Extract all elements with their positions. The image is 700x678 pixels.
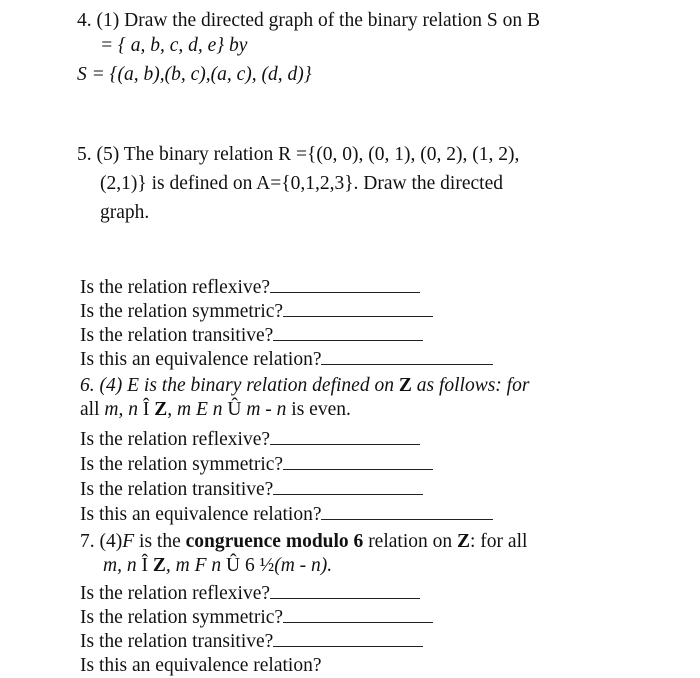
q4-line-2 <box>100 34 247 58</box>
q4-line-3 <box>77 63 312 87</box>
q5-symmetric-question: Is the relation symmetric? <box>80 300 433 324</box>
q4-set-b: = { a, b, c, d, e} by <box>100 35 248 56</box>
q5-transitive-question: Is the relation transitive? <box>80 324 423 348</box>
answer-blank[interactable] <box>273 630 423 647</box>
answer-blank[interactable] <box>270 276 420 293</box>
answer-blank[interactable] <box>273 324 423 341</box>
q4-relation-s: S = {(a, b),(b, c),(a, c), (d, d)} <box>77 64 312 85</box>
q6-line-1: 6. (4) E is the binary relation defined on Z as follows: for <box>80 375 530 396</box>
q7-equivalence-question: Is this an equivalence relation? <box>80 655 322 676</box>
answer-blank[interactable] <box>321 348 493 365</box>
q6-symmetric-question: Is the relation symmetric? <box>80 453 433 477</box>
q5-line-1: 5. (5) The binary relation R ={(0, 0), (0, 1), (0, 2), (1, 2), <box>77 144 520 165</box>
q6-line-2: all m, n Î Z, m E n Û m - n is even. <box>80 399 351 420</box>
q5-line-3: graph. <box>100 202 150 223</box>
answer-blank[interactable] <box>283 606 433 623</box>
q7-line-2: m, n Î Z, m F n Û 6 ½(m - n). <box>103 555 333 576</box>
answer-blank[interactable] <box>283 453 433 470</box>
q5-line-2: (2,1)} is defined on A={0,1,2,3}. Draw the directed <box>100 173 503 194</box>
q6-equivalence-question: Is this an equivalence relation? <box>80 503 493 527</box>
q7-transitive-question: Is the relation transitive? <box>80 630 423 654</box>
q7-symmetric-question: Is the relation symmetric? <box>80 606 433 630</box>
q5-reflexive-question: Is the relation reflexive? <box>80 276 420 300</box>
answer-blank[interactable] <box>270 582 420 599</box>
q6-transitive-question: Is the relation transitive? <box>80 478 423 502</box>
q7-reflexive-question: Is the relation reflexive? <box>80 582 420 606</box>
answer-blank[interactable] <box>270 428 420 445</box>
answer-blank[interactable] <box>283 300 433 317</box>
q5-equivalence-question: Is this an equivalence relation? <box>80 348 493 372</box>
q4-line-1: 4. (1) Draw the directed graph of the binary relation S on B <box>77 10 540 31</box>
q7-line-1: 7. (4)F is the congruence modulo 6 relation on Z: for all <box>80 531 528 552</box>
q6-reflexive-question: Is the relation reflexive? <box>80 428 420 452</box>
answer-blank[interactable] <box>321 503 493 520</box>
answer-blank[interactable] <box>273 478 423 495</box>
